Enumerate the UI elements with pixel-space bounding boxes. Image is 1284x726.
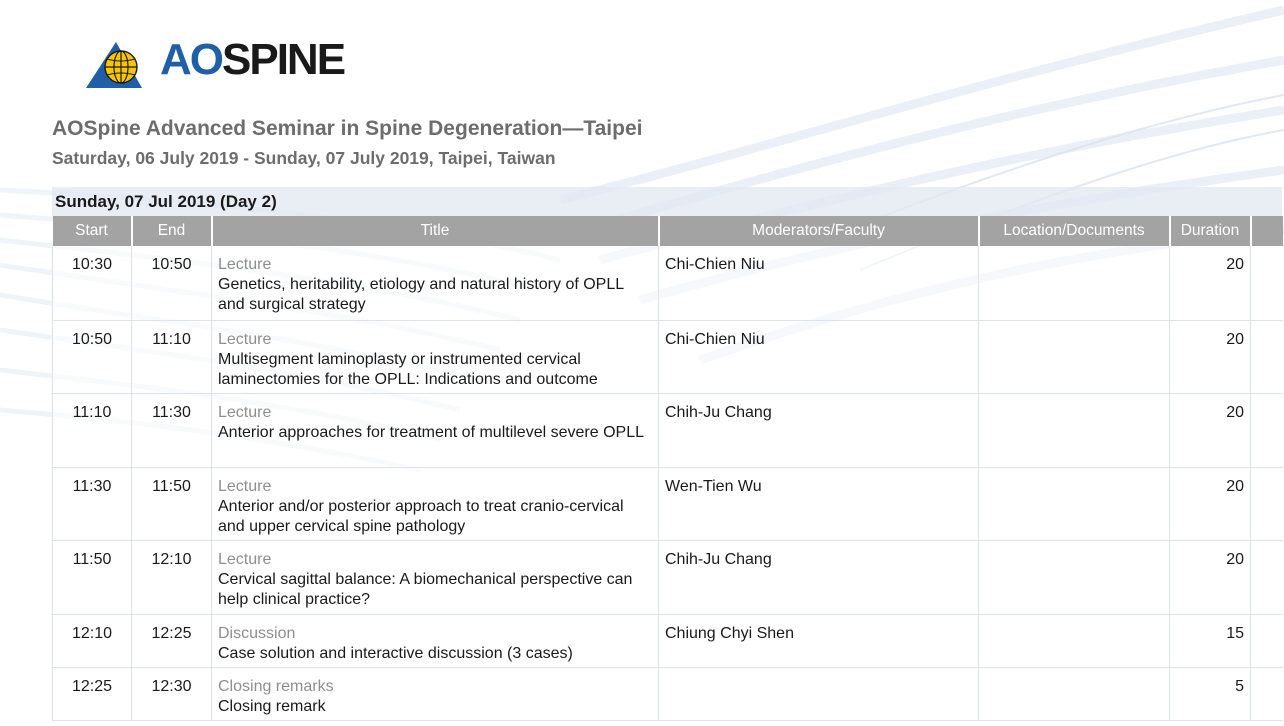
cell-duration: 20: [1170, 320, 1251, 393]
globe-triangle-icon: [84, 40, 144, 92]
header-end[interactable]: End: [132, 216, 212, 246]
event-title: AOSpine Advanced Seminar in Spine Degeneration—Taipei: [52, 117, 643, 140]
brand-spine: SPINE: [222, 35, 345, 84]
cell-location: [979, 393, 1170, 467]
brand-wordmark: [160, 34, 344, 86]
table-row: [53, 614, 1283, 667]
cell-title: [212, 393, 659, 467]
cell-faculty[interactable]: Wen-Tien Wu: [659, 467, 979, 540]
cell-title: [212, 320, 659, 393]
session-type: Discussion: [218, 624, 296, 642]
header-start[interactable]: Start: [53, 216, 132, 246]
cell-start: 12:10: [53, 614, 132, 667]
cell-end: 11:30: [132, 393, 212, 467]
cell-location: [979, 246, 1170, 320]
table-row: [53, 667, 1283, 720]
cell-location: [979, 614, 1170, 667]
cell-duration: 20: [1170, 467, 1251, 540]
cell-start: 12:25: [53, 667, 132, 720]
table-row: [53, 320, 1283, 393]
session-type: Lecture: [218, 550, 272, 568]
cell-location: [979, 320, 1170, 393]
cell-end: 12:25: [132, 614, 212, 667]
table-row: [53, 540, 1283, 614]
cell-extra: [1251, 614, 1283, 667]
cell-extra: [1251, 667, 1283, 720]
session-type: Lecture: [218, 403, 272, 421]
cell-location: [979, 540, 1170, 614]
day-label: Sunday, 07 Jul 2019 (Day 2): [55, 192, 277, 211]
cell-end: 12:10: [132, 540, 212, 614]
session-title[interactable]: Case solution and interactive discussion (3 cases): [218, 644, 573, 662]
cell-location: [979, 667, 1170, 720]
cell-title: [212, 667, 659, 720]
session-title[interactable]: Anterior and/or posterior approach to treat cranio-cervical and upper cervical spine pathology: [218, 497, 624, 535]
session-type: Lecture: [218, 477, 272, 495]
table-row: [53, 246, 1283, 320]
cell-title: [212, 467, 659, 540]
cell-faculty[interactable]: Chih-Ju Chang: [659, 393, 979, 467]
cell-end: 11:50: [132, 467, 212, 540]
cell-extra: [1251, 320, 1283, 393]
event-dates: Saturday, 06 July 2019 - Sunday, 07 July 2019, Taipei, Taiwan: [52, 148, 556, 168]
session-type: Closing remarks: [218, 677, 334, 695]
cell-title: [212, 540, 659, 614]
brand-ao: AO: [160, 35, 222, 84]
table-row: [53, 393, 1283, 467]
cell-duration: 20: [1170, 393, 1251, 467]
session-title[interactable]: Multisegment laminoplasty or instrumented cervical laminectomies for the OPLL: Indications and outcome: [218, 350, 598, 388]
cell-start: 11:10: [53, 393, 132, 467]
cell-location: [979, 467, 1170, 540]
cell-duration: 20: [1170, 540, 1251, 614]
agenda-table: [52, 216, 1283, 721]
cell-faculty[interactable]: Chi-Chien Niu: [659, 246, 979, 320]
day-header: [52, 187, 1282, 216]
cell-extra: [1251, 467, 1283, 540]
session-title[interactable]: Genetics, heritability, etiology and natural history of OPLL and surgical strategy: [218, 276, 624, 313]
session-title[interactable]: Anterior approaches for treatment of multilevel severe OPLL: [218, 423, 644, 441]
cell-faculty[interactable]: [659, 667, 979, 720]
table-row: [53, 467, 1283, 540]
cell-title: [212, 614, 659, 667]
cell-duration: 15: [1170, 614, 1251, 667]
header-duration[interactable]: Duration: [1170, 216, 1251, 246]
header-location[interactable]: Location/Documents: [979, 216, 1170, 246]
session-title[interactable]: Cervical sagittal balance: A biomechanical perspective can help clinical practice?: [218, 570, 633, 608]
session-title[interactable]: Closing remark: [218, 697, 326, 715]
cell-start: 10:50: [53, 320, 132, 393]
cell-extra: [1251, 540, 1283, 614]
header-title[interactable]: Title: [212, 216, 659, 246]
cell-duration: 20: [1170, 246, 1251, 320]
cell-faculty[interactable]: Chiung Chyi Shen: [659, 614, 979, 667]
cell-end: 11:10: [132, 320, 212, 393]
cell-extra: [1251, 393, 1283, 467]
session-type: Lecture: [218, 330, 272, 348]
cell-end: 10:50: [132, 246, 212, 320]
cell-start: 11:50: [53, 540, 132, 614]
cell-start: 10:30: [53, 246, 132, 320]
cell-start: 11:30: [53, 467, 132, 540]
cell-title: [212, 246, 659, 320]
table-header-row: [53, 216, 1283, 246]
header-extra: [1251, 216, 1283, 246]
aospine-logo[interactable]: [84, 35, 354, 92]
cell-extra: [1251, 246, 1283, 320]
cell-faculty[interactable]: Chih-Ju Chang: [659, 540, 979, 614]
cell-faculty[interactable]: Chi-Chien Niu: [659, 320, 979, 393]
session-type: Lecture: [218, 256, 272, 273]
header-faculty[interactable]: Moderators/Faculty: [659, 216, 979, 246]
cell-end: 12:30: [132, 667, 212, 720]
cell-duration: 5: [1170, 667, 1251, 720]
